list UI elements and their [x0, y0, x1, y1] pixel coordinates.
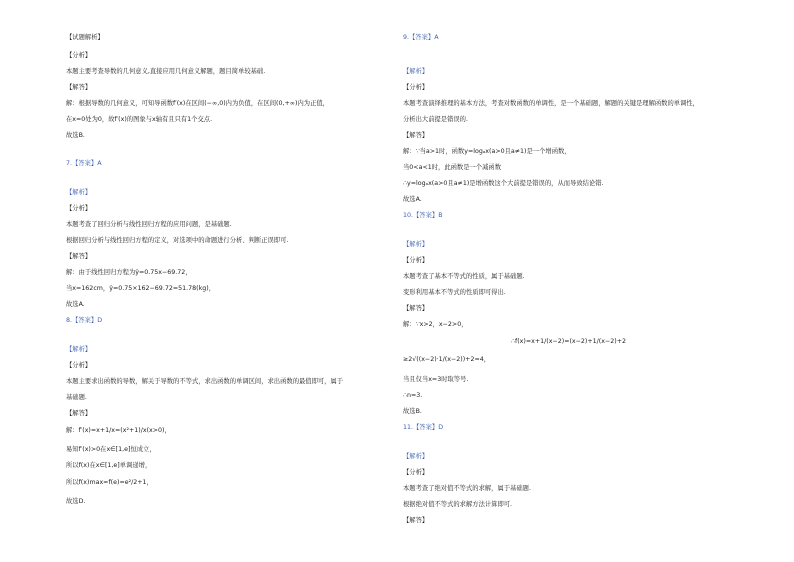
section-heading: 【解析】: [66, 189, 92, 196]
text-line: 分析出大前提是错误的.: [403, 116, 468, 123]
text-line: 根据绝对值不等式的求解方法计算即可.: [403, 501, 513, 508]
math-line: ∴f(x)=x+1/(x−2)=(x−2)+1/(x−2)+2: [511, 338, 626, 345]
answer-heading: 11.【答案】D: [403, 424, 444, 431]
math-line: 解：∵x>2，x−2>0，: [403, 321, 468, 328]
math-line: ≥2√((x−2)·1/(x−2))+2=4，: [403, 356, 491, 363]
section-heading: 【解答】: [66, 253, 92, 260]
text-line: 本题考查了基本不等式的性质，属于基础题.: [403, 273, 525, 280]
section-heading: 【分析】: [66, 52, 92, 59]
math-line: 易知f′(x)>0在x∈[1,e]恒成立，: [66, 446, 156, 453]
section-heading: 【分析】: [403, 84, 429, 91]
text-line: 故选A.: [66, 301, 85, 308]
answer-heading: 7.【答案】A: [66, 160, 102, 167]
section-heading: 【分析】: [66, 205, 92, 212]
text-line: 基础题.: [66, 394, 87, 401]
section-heading: 【分析】: [403, 257, 429, 264]
section-heading: 【分析】: [403, 469, 429, 476]
section-heading: 【解析】: [403, 241, 429, 248]
text-line: 当x=162cm，ŷ=0.75×162−69.72=51.78(kg)，: [66, 285, 215, 292]
section-heading: 【分析】: [66, 362, 92, 369]
text-line: 故选B.: [403, 408, 422, 415]
answer-heading: 9.【答案】A: [403, 34, 439, 41]
math-line: 当0<a<1时，此函数是一个减函数: [403, 164, 501, 171]
section-heading: 【解析】: [403, 68, 429, 75]
text-line: 解：由于线性回归方程为ŷ=0.75x−69.72，: [66, 269, 192, 276]
text-line: 本题考查了绝对值不等式的求解，属于基础题.: [403, 485, 531, 492]
answer-heading: 10.【答案】B: [403, 212, 443, 219]
section-heading: 【解答】: [403, 132, 429, 139]
math-line: 解：∵当a>1时，函数y=logₐx(a>0且a≠1)是一个增函数，: [403, 148, 571, 155]
math-line: 解：f′(x)=x+1/x=(x²+1)/x(x>0)，: [66, 427, 171, 434]
text-line: 本题主要考查导数的几何意义,直接应用几何意义解题，题目简单较基础.: [66, 68, 266, 75]
text-line: 本题主要求出函数的导数，解关于导数的不等式，求出函数的单调区间，求出函数的最值即可，属于: [66, 378, 344, 385]
text-line: 根据回归分析与线性回归方程的定义，对选项中的命题进行分析、判断正误即可.: [66, 237, 289, 244]
section-heading: 【解答】: [66, 410, 92, 417]
text-line: 当且仅当x=3时取等号.: [403, 376, 469, 383]
math-line: 所以f(x)在x∈[1,e]单调递增，: [66, 462, 152, 469]
section-heading: 【解答】: [66, 84, 92, 91]
section-heading: 【解析】: [66, 346, 92, 353]
text-line: 在x=0处为0，故f′(x)的图象与x轴有且只有1个交点.: [66, 116, 213, 123]
section-heading: 【解析】: [403, 453, 429, 460]
answer-heading: 8.【答案】D: [66, 317, 103, 324]
math-line: ∴y=logₐx(a>0且a≠1)是增函数这个大前提是错误的，从而导致结论错.: [403, 180, 604, 187]
section-heading: 【试题解析】: [66, 34, 104, 41]
text-line: 变形利用基本不等式的性质即可得出.: [403, 289, 506, 296]
math-line: ∴n=3.: [403, 392, 423, 399]
text-line: 本题考查演绎推理的基本方法，考查对数函数的单调性，是一个基础题，解题的关键是理解函数的单调性，: [403, 100, 699, 107]
section-heading: 【解答】: [403, 305, 429, 312]
text-line: 本题考查了回归分析与线性回归方程的应用问题，是基础题.: [66, 221, 232, 228]
math-line: 所以f(x)max=f(e)=e²/2+1，: [66, 479, 153, 486]
section-heading: 【解答】: [403, 517, 429, 524]
text-line: 故选D.: [66, 498, 86, 505]
text-line: 故选B.: [66, 132, 85, 139]
text-line: 解：根据导数的几何意义，可知导函数f′(x)在区间(−∞,0)内为负值，在区间(0,+∞)内为正值，: [66, 100, 329, 107]
text-line: 故选A.: [403, 196, 422, 203]
